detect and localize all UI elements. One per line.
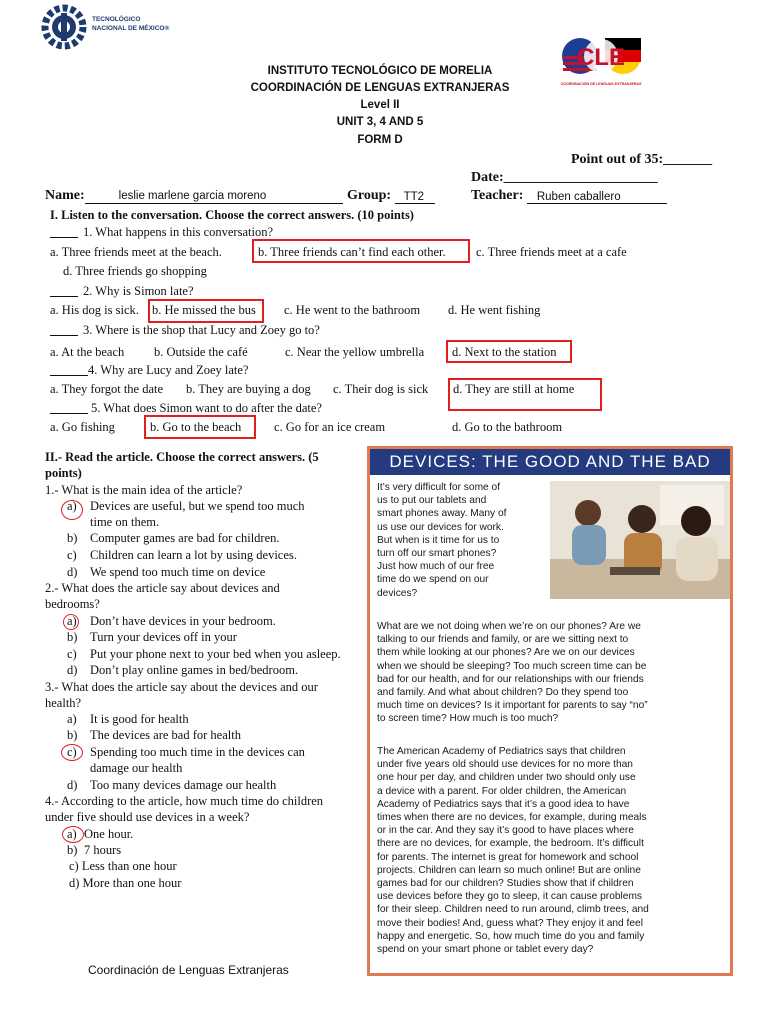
s1-q4-stem: 4. Why are Lucy and Zoey late? <box>88 363 249 377</box>
s2-q2-b-mark: b) <box>67 630 78 644</box>
s2-q2-a-mark: a) <box>67 614 77 628</box>
article-line: and family. And what about children? Do they spend too <box>377 687 629 699</box>
family-photo-icon <box>550 481 730 599</box>
article-line: The American Academy of Pediatrics says that children <box>377 746 626 757</box>
institute-title: INSTITUTO TECNOLÓGICO DE MORELIA <box>267 65 493 77</box>
s2-q2-stem-2: bedrooms? <box>45 597 100 611</box>
article-line: Academy of Pediatrics says that it’s a good idea to have <box>377 798 630 810</box>
article-line: us use our devices for work. <box>377 521 504 533</box>
article-line: use devices before they go to sleep, it can cause problems <box>377 891 643 903</box>
s1-q2-a[interactable]: a. His dog is sick. <box>50 303 139 317</box>
coordination-title: COORDINACIÓN DE LENGUAS EXTRANJERAS <box>250 82 510 94</box>
teacher-row <box>471 187 667 204</box>
s2-q3-a[interactable]: It is good for health <box>90 712 189 726</box>
answer-blank-1[interactable] <box>50 224 78 238</box>
s2-q2-d[interactable]: Don’t play online games in bed/bedroom. <box>90 663 299 677</box>
s1-q1-d[interactable]: d. Three friends go shopping <box>63 264 207 278</box>
article-line: move their bodies! And, guess what? They enjoy it and feel <box>377 917 643 929</box>
cle-caption: COORDINACIÓN DE LENGUAS EXTRANJERAS <box>560 82 642 86</box>
s2-q1-a1[interactable]: Devices are useful, but we spend too much <box>90 499 305 513</box>
article-line: But when is it time for us to <box>377 534 500 546</box>
group-value: TT2 <box>403 191 425 203</box>
answer-blank-4[interactable] <box>50 362 88 376</box>
article-line: there are no devices, for example, the bedroom. It’s difficult <box>377 838 644 850</box>
s1-q1-stem: 1. What happens in this conversation? <box>83 225 274 239</box>
answer-box-q5 <box>144 415 256 439</box>
s1-q5-a[interactable]: a. Go fishing <box>50 420 115 434</box>
s2-q3-b-mark: b) <box>67 728 78 742</box>
teacher-value: Ruben caballero <box>536 191 621 203</box>
s2-q4-c[interactable]: c) Less than one hour <box>69 859 177 873</box>
s1-q1-b[interactable]: b. Three friends can’t find each other. <box>258 245 446 259</box>
s2-q3-d[interactable]: Too many devices damage our health <box>90 778 277 792</box>
article-line: turn off our smart phones? <box>377 548 497 560</box>
units-title: UNIT 3, 4 AND 5 <box>336 116 424 128</box>
logo-text-2: NACIONAL DE MÉXICO® <box>92 25 170 32</box>
article-line: Just how much of our free <box>377 561 495 573</box>
s1-q3-b[interactable]: b. Outside the café <box>154 345 248 359</box>
answer-blank-3[interactable] <box>50 322 78 336</box>
date-label: Date:______________________ <box>471 170 658 185</box>
answer-circle-s2q1 <box>61 500 83 520</box>
s1-q3-a[interactable]: a. At the beach <box>50 345 125 359</box>
s1-q5-b[interactable]: b. Go to the beach <box>150 420 242 434</box>
group-row <box>347 187 435 204</box>
form-title: FORM D <box>357 134 403 146</box>
s1-q5-d[interactable]: d. Go to the bathroom <box>452 420 563 434</box>
article-paragraph-2 <box>377 620 729 726</box>
article-line: them while looking at our phones? Are we on our devices <box>377 647 635 659</box>
group-label: Group: <box>347 188 392 203</box>
s2-q2-b[interactable]: Turn your devices off in your <box>90 630 237 644</box>
name-label: Name: <box>45 188 85 203</box>
s2-q4-a[interactable]: One hour. <box>84 827 134 841</box>
s2-q3-c1[interactable]: Spending too much time in the devices can <box>90 745 305 759</box>
s1-q4-a[interactable]: a. They forgot the date <box>50 382 164 396</box>
s2-q4-stem-2: under five should use devices in a week? <box>45 810 250 824</box>
s2-q1-stem: 1.- What is the main idea of the article? <box>45 483 243 497</box>
article-panel <box>367 446 733 976</box>
level-title: Level II <box>360 99 400 111</box>
s2-q3-d-mark: d) <box>67 778 78 792</box>
answer-box-q4 <box>448 378 602 411</box>
answer-box-q1 <box>252 239 470 263</box>
s2-q2-d-mark: d) <box>67 663 78 677</box>
s2-q3-c-mark: c) <box>67 745 77 759</box>
s2-q2-a[interactable]: Don’t have devices in your bedroom. <box>90 614 276 628</box>
answer-box-q3 <box>446 340 572 363</box>
footer-text: Coordinación de Lenguas Extranjeras <box>88 963 289 977</box>
s2-q4-a-mark: a) <box>67 827 77 841</box>
article-line: under five years old should use devices for no more than <box>377 759 633 771</box>
article-line: when we should be sleeping? Too much screen time can be <box>377 660 647 672</box>
cle-logo <box>555 32 647 94</box>
flags-logo-icon <box>555 32 647 82</box>
s1-q4-d[interactable]: d. They are still at home <box>453 382 575 396</box>
article-line: happy and energetic. So, how much time do you and family <box>377 930 645 942</box>
article-line: us to put our tablets and <box>377 495 487 507</box>
answer-blank-5[interactable] <box>50 400 88 414</box>
article-line: for parents. The internet is great for homework and school <box>377 851 639 863</box>
s2-q3-a-mark: a) <box>67 712 77 726</box>
s1-q1-a[interactable]: a. Three friends meet at the beach. <box>50 245 222 259</box>
logo-text-1: TECNOLÓGICO <box>92 16 141 23</box>
answer-blank-2[interactable] <box>50 283 78 297</box>
teacher-field[interactable] <box>527 187 667 204</box>
group-field[interactable] <box>395 187 435 204</box>
answer-circle-s2q2 <box>63 614 79 630</box>
s2-q1-b-mark: b) <box>67 531 78 545</box>
article-title: DEVICES: THE GOOD AND THE BAD <box>370 449 730 475</box>
s2-q1-c-mark: c) <box>67 548 77 562</box>
s2-q4-stem-1: 4.- According to the article, how much time do children <box>45 794 324 808</box>
article-line: much time on devices? Is it important for parents to say “no” <box>377 700 648 712</box>
s1-q3-c[interactable]: c. Near the yellow umbrella <box>285 345 425 359</box>
s1-q5-c[interactable]: c. Go for an ice cream <box>274 420 386 434</box>
s1-q2-stem: 2. Why is Simon late? <box>83 284 194 298</box>
s1-q3-d[interactable]: d. Next to the station <box>452 345 557 359</box>
s2-q2-c[interactable]: Put your phone next to your bed when you asleep. <box>90 647 341 661</box>
s2-q2-stem-1: 2.- What does the article say about devices and <box>45 581 280 595</box>
section2-title-1: II.- Read the article. Choose the correct answers. (5 <box>45 450 319 464</box>
s2-q4-b-mark: b) <box>67 843 78 857</box>
article-line: games bad for our children? Studies show that if children <box>377 878 634 890</box>
article-line: times when there are no devices, for example, during meals <box>377 812 647 824</box>
article-line: It’s very difficult for some of <box>377 482 501 493</box>
s1-q2-b[interactable]: b. He missed the bus <box>152 303 256 317</box>
article-line: or in the car. And they say it’s good to have places where <box>377 825 634 837</box>
article-line: smart phones away. Many of <box>377 508 507 520</box>
article-line: projects. Children can learn so much online! But are online <box>377 864 641 876</box>
s2-q3-stem-1: 3.- What does the article say about the devices and our <box>45 680 318 694</box>
s1-q4-b[interactable]: b. They are buying a dog <box>186 382 311 396</box>
name-row <box>45 187 343 204</box>
article-line: a device with a parent. For older children, the American <box>377 785 627 797</box>
article-line: What are we not doing when we’re on our phones? Are we <box>377 621 641 632</box>
s1-q2-c[interactable]: c. He went to the bathroom <box>284 303 421 317</box>
points-label: Point out of 35:_______ <box>571 152 713 167</box>
s1-q2-d[interactable]: d. He went fishing <box>448 303 541 317</box>
s2-q1-a-mark: a) <box>67 499 77 513</box>
section1-title: I. Listen to the conversation. Choose the correct answers. (10 points) <box>50 208 414 222</box>
article-line: talking to our friends and family, or are we sitting next to <box>377 634 629 646</box>
s2-q3-c2[interactable]: damage our health <box>90 761 183 775</box>
tecnm-logo <box>40 3 170 53</box>
s2-q1-b[interactable]: Computer games are bad for children. <box>90 531 280 545</box>
s1-q5-stem: 5. What does Simon want to do after the date? <box>91 401 322 415</box>
article-line: bad for our health, and for our relationships with our friends <box>377 673 644 685</box>
s2-q1-a2[interactable]: time on them. <box>90 515 160 529</box>
s1-q4-c[interactable]: c. Their dog is sick <box>333 382 429 396</box>
s2-q1-c[interactable]: Children can learn a lot by using devices. <box>90 548 297 562</box>
article-paragraph-3 <box>377 745 729 956</box>
s2-q4-d[interactable]: d) More than one hour <box>69 876 182 890</box>
s2-q1-d[interactable]: We spend too much time on device <box>90 565 266 579</box>
s2-q3-b[interactable]: The devices are bad for health <box>90 728 241 742</box>
teacher-label: Teacher: <box>471 188 524 203</box>
article-line: time do we spend on our <box>377 574 489 586</box>
s2-q4-b[interactable]: 7 hours <box>84 843 122 857</box>
article-line: devices? <box>377 587 418 599</box>
article-intro <box>377 481 553 600</box>
name-field[interactable] <box>85 187 343 204</box>
answer-box-q2 <box>148 299 264 323</box>
svg-text:CLE: CLE <box>577 44 625 71</box>
s2-q3-stem-2: health? <box>45 696 82 710</box>
s2-q2-c-mark: c) <box>67 647 77 661</box>
section2-title-2: points) <box>45 466 82 480</box>
article-line: one hour per day, and children under two should only use <box>377 772 636 784</box>
article-line: to screen time? How much is too much? <box>377 713 559 725</box>
article-line: spend on your smart phone or tablet every day? <box>377 944 594 956</box>
answer-circle-s2q3 <box>61 744 83 761</box>
article-line: for their sleep. Children need to run around, climb trees, and <box>377 904 649 916</box>
name-value: leslie marlene garcia moreno <box>118 190 267 202</box>
s1-q1-c[interactable]: c. Three friends meet at a cafe <box>476 245 627 259</box>
answer-circle-s2q4 <box>62 826 84 843</box>
s2-q1-d-mark: d) <box>67 565 78 579</box>
gear-icon <box>40 3 88 51</box>
s1-q3-stem: 3. Where is the shop that Lucy and Zoey go to? <box>83 323 320 337</box>
